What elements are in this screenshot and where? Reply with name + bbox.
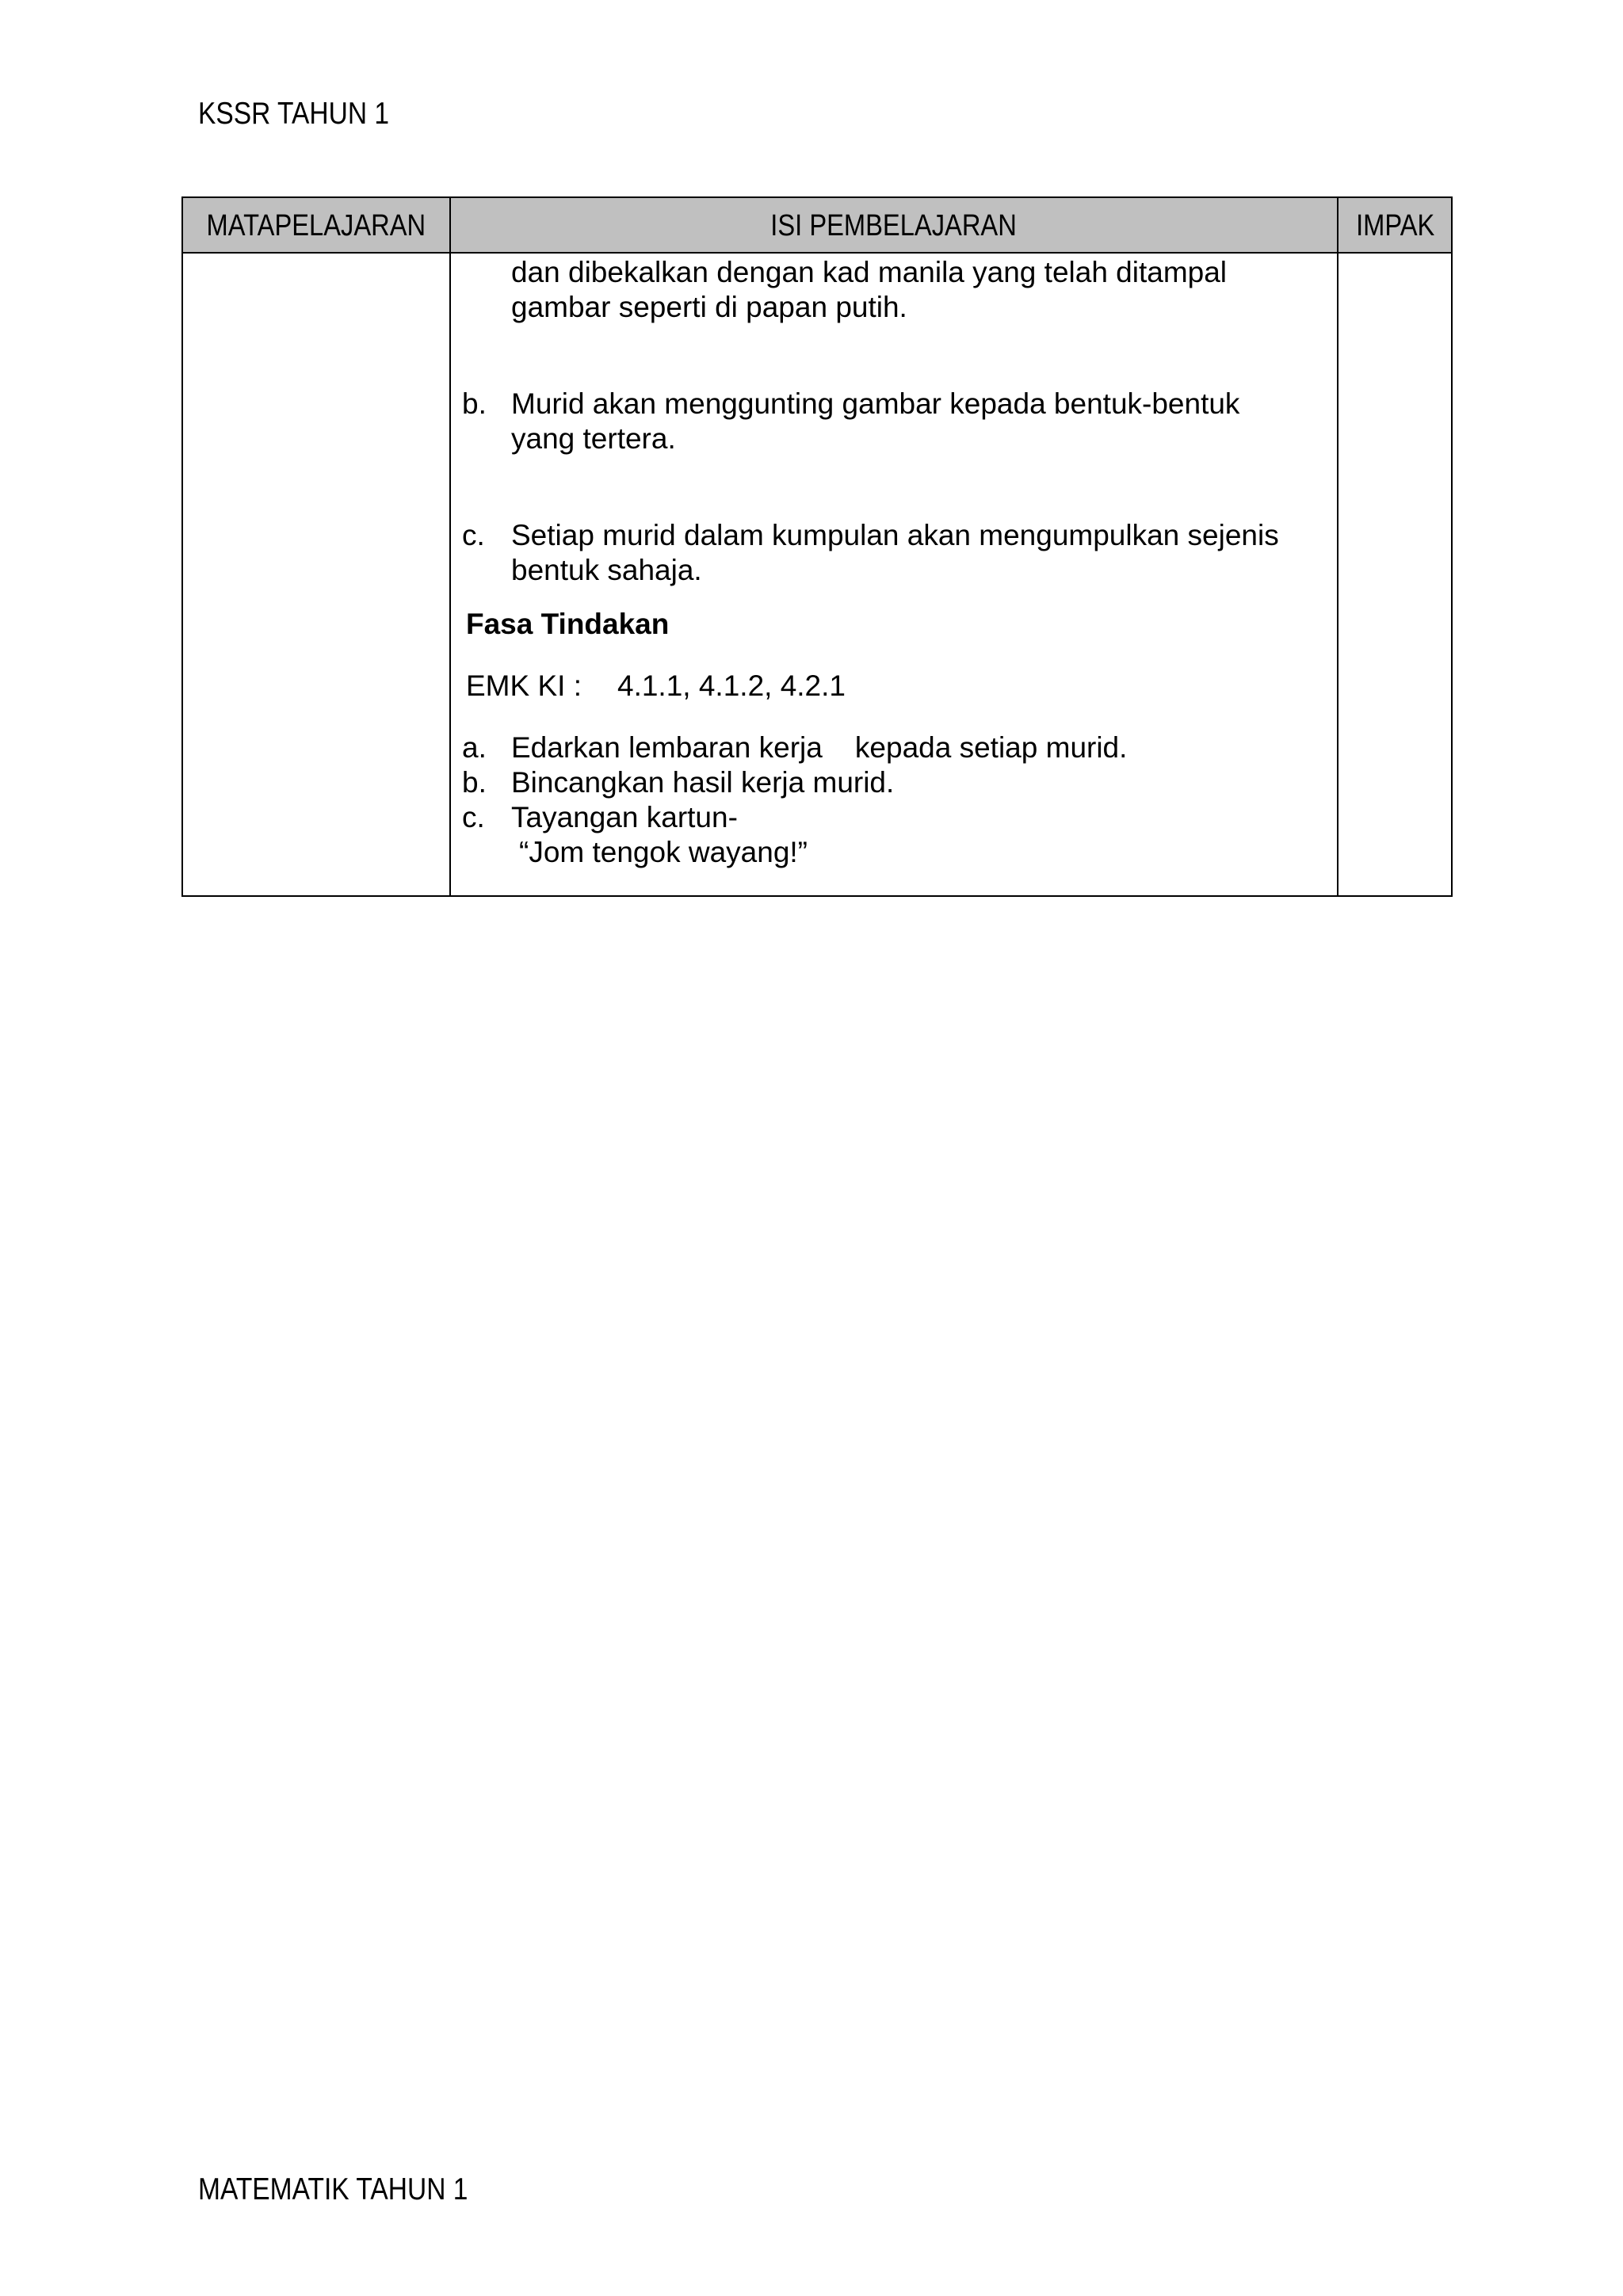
- intro-line: gambar seperti di papan putih.: [511, 291, 907, 323]
- list-item-text: Setiap murid dalam kumpulan akan mengumpulkan sejenis: [511, 519, 1279, 551]
- intro-line: dan dibekalkan dengan kad manila yang telah ditampal: [511, 256, 1228, 288]
- list-item-label: b.: [462, 387, 487, 420]
- list-item-text: Edarkan lembaran kerja kepada setiap murid.: [511, 731, 1128, 764]
- lesson-table: [181, 196, 1453, 897]
- column-header-impak: IMPAK: [1356, 209, 1435, 242]
- list-item-label: c.: [462, 801, 485, 833]
- list-item-text: Murid akan menggunting gambar kepada bentuk-bentuk: [511, 387, 1240, 420]
- list-item-label: b.: [462, 766, 487, 799]
- quote-line: “Jom tengok wayang!”: [519, 836, 808, 868]
- column-divider: [449, 198, 451, 895]
- list-item-text: yang tertera.: [511, 422, 676, 455]
- list-item-text: Tayangan kartun-: [511, 801, 738, 833]
- column-header-matapelajaran: MATAPELAJARAN: [206, 209, 426, 242]
- page-header: KSSR TAHUN 1: [198, 97, 390, 131]
- emk-label: EMK KI :: [466, 669, 582, 702]
- list-item-text: Bincangkan hasil kerja murid.: [511, 766, 895, 799]
- column-divider: [1337, 198, 1338, 895]
- column-header-isi-pembelajaran: ISI PEMBELAJARAN: [770, 209, 1018, 242]
- list-item-text: bentuk sahaja.: [511, 554, 702, 586]
- list-item-label: c.: [462, 519, 485, 551]
- emk-value: 4.1.1, 4.1.2, 4.2.1: [617, 669, 846, 702]
- list-item-label: a.: [462, 731, 487, 764]
- section-heading: Fasa Tindakan: [466, 608, 670, 640]
- page-footer: MATEMATIK TAHUN 1: [198, 2172, 468, 2206]
